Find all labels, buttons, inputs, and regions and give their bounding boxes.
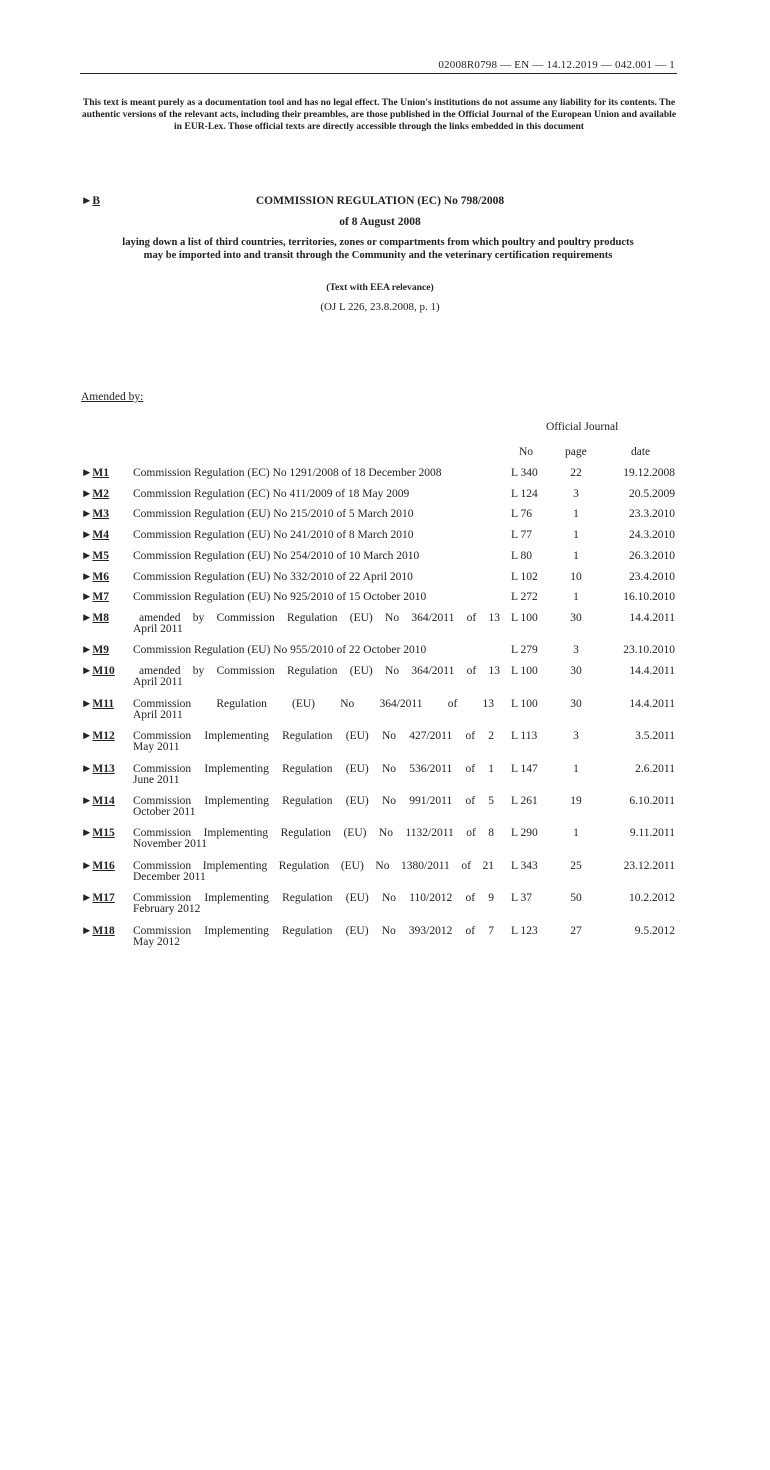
amending-act-line-1: Commission Regulation (EC) No 1291/2008 of 18 December 2008 [133,467,442,479]
marker-arrow-icon: ► [81,925,93,937]
amendment-marker[interactable] [81,572,109,583]
amending-act-line-1: Commission Implementing Regulation (EU) No 393/2012 of 7 [133,925,494,937]
amended-by-heading: Amended by: [81,391,144,403]
oj-page: 30 [570,665,582,677]
document-identifier: 02008R0798 — EN — 14.12.2019 — 042.001 — 1 [438,59,675,71]
oj-page: 10 [570,571,582,583]
oj-page: 1 [573,763,579,775]
amendment-marker[interactable] [81,731,115,742]
oj-page: 30 [570,612,582,624]
amendment-code-link[interactable]: M1 [92,467,109,479]
amending-act-text [133,572,494,583]
oj-date: 23.4.2010 [629,571,675,583]
amendment-marker[interactable] [81,666,115,677]
oj-number: L 113 [511,730,538,742]
amending-act-line-1: Commission Regulation (EU) No 241/2010 of 8 March 2010 [133,529,414,541]
marker-arrow-icon: ► [81,892,93,904]
oj-page: 25 [570,860,582,872]
oj-page: 27 [570,925,582,937]
oj-page: 3 [573,730,579,742]
oj-page: 1 [573,508,579,520]
column-header-page: page [565,446,587,458]
oj-number: L 100 [511,698,538,710]
oj-number: L 80 [511,550,532,562]
amendment-code-link[interactable]: M9 [92,644,109,656]
oj-date: 9.11.2011 [629,827,675,839]
marker-arrow-icon: ► [81,508,93,520]
amendment-marker[interactable] [81,468,109,479]
amending-act-line-2: April 2011 [133,709,183,721]
amendment-marker[interactable] [81,613,109,624]
regulation-title: COMMISSION REGULATION (EC) No 798/2008 [255,195,505,207]
oj-number: L 261 [511,795,538,807]
amending-act-line-1: Commission Regulation (EU) No 955/2010 of 22 October 2010 [133,644,427,656]
amending-act-line-1: Commission Implementing Regulation (EU) No 427/2011 of 2 [133,730,494,742]
marker-arrow-icon: ► [81,550,93,562]
oj-page: 1 [573,550,579,562]
amending-act-text [133,489,494,500]
marker-arrow-icon: ► [81,612,93,624]
amending-act-line-1: amended by Commission Regulation (EU) No 364/2011 of 13 [139,612,500,624]
amending-act-line-2: June 2011 [133,774,180,786]
marker-arrow-icon: ► [81,698,93,710]
amendment-marker[interactable] [81,926,115,937]
amending-act-text [133,861,494,883]
oj-date: 23.12.2011 [623,860,675,872]
oj-date: 16.10.2010 [623,591,675,603]
oj-number: L 102 [511,571,538,583]
amending-act-line-2: April 2011 [133,676,183,688]
amending-act-line-2: May 2012 [133,936,180,948]
oj-date: 23.10.2010 [623,644,675,656]
amendment-code-link[interactable]: M4 [92,529,109,541]
amendment-marker[interactable] [81,893,115,904]
amendment-marker[interactable] [81,699,114,710]
oj-date: 23.3.2010 [629,508,675,520]
amendment-marker[interactable] [81,551,109,562]
amending-act-text [133,530,494,541]
marker-arrow-icon: ► [81,860,93,872]
oj-date: 26.3.2010 [629,550,675,562]
marker-arrow-icon: ► [81,665,93,677]
amendment-code-link[interactable]: M8 [92,612,109,624]
oj-page: 30 [570,698,582,710]
marker-arrow-icon: ► [81,795,93,807]
amendment-code-link[interactable]: M3 [92,508,109,520]
amendment-code-link[interactable]: M14 [92,795,115,807]
oj-number: L 340 [511,467,538,479]
amending-act-line-2: February 2012 [133,903,201,915]
amendment-code-link[interactable]: M10 [92,665,115,677]
amending-act-line-1: Commission Implementing Regulation (EU) No 110/2012 of 9 [133,892,494,904]
amending-act-text [133,926,494,948]
amendment-code-link[interactable]: M6 [92,571,109,583]
amendment-code-link[interactable]: M18 [92,925,115,937]
oj-number: L 343 [511,860,538,872]
amending-act-text [133,893,494,915]
oj-page: 3 [573,488,579,500]
official-journal-reference: (OJ L 226, 23.8.2008, p. 1) [320,301,440,313]
amending-act-text [133,613,500,635]
amending-act-line-1: Commission Regulation (EU) No 925/2010 of 15 October 2010 [133,591,427,603]
amending-act-text [133,551,494,562]
oj-number: L 272 [511,591,538,603]
marker-arrow-icon: ► [81,827,93,839]
oj-date: 20.5.2009 [629,488,675,500]
amendment-code-link[interactable]: M7 [92,591,109,603]
amendment-marker[interactable] [81,861,115,872]
amending-act-line-1: Commission Implementing Regulation (EU) No 1380/2011 of 21 [133,860,494,872]
oj-number: L 77 [511,529,532,541]
oj-page: 50 [570,892,582,904]
amending-act-text [133,828,494,850]
column-header-no: No [519,446,534,458]
amending-act-line-1: Commission Regulation (EU) No 332/2010 of 22 April 2010 [133,571,413,583]
amendment-marker[interactable] [81,796,115,807]
oj-date: 6.10.2011 [629,795,675,807]
amending-act-text [133,645,494,656]
oj-number: L 123 [511,925,538,937]
amendment-code-link[interactable]: M12 [92,730,115,742]
amendment-marker[interactable] [81,764,115,775]
oj-date: 2.6.2011 [635,763,675,775]
amending-act-line-1: Commission Implementing Regulation (EU) No 1132/2011 of 8 [133,827,494,839]
marker-arrow-icon: ► [81,571,93,583]
official-journal-column-heading: Official Journal [546,421,619,433]
marker-arrow-icon: ► [81,730,93,742]
amending-act-line-2: May 2011 [133,741,180,753]
amending-act-line-1: Commission Regulation (EC) No 411/2009 of 18 May 2009 [133,488,410,500]
amendment-code-link[interactable]: M11 [92,698,115,710]
oj-date: 14.4.2011 [629,665,675,677]
oj-number: L 100 [511,612,538,624]
marker-arrow-icon: ► [81,591,93,603]
amending-act-text [133,796,494,818]
amendment-marker[interactable] [81,592,109,603]
oj-date: 24.3.2010 [629,529,675,541]
amending-act-line-2: October 2011 [133,806,196,818]
column-header-date: date [631,446,651,458]
marker-arrow-icon: ► [81,644,93,656]
amending-act-text [133,509,494,520]
marker-code-link[interactable]: B [92,195,101,207]
amendment-code-link[interactable]: M17 [92,892,115,904]
amending-act-line-1: Commission Regulation (EU) No 215/2010 of 5 March 2010 [133,508,414,520]
oj-page: 19 [570,795,582,807]
oj-number: L 76 [511,508,532,520]
eea-relevance-note: (Text with EEA relevance) [326,282,434,293]
amending-act-line-1: Commission Implementing Regulation (EU) No 536/2011 of 1 [133,763,494,775]
amending-act-line-2: April 2011 [133,623,183,635]
amendment-code-link[interactable]: M15 [92,827,115,839]
amending-act-text [133,731,494,753]
oj-date: 3.5.2011 [635,730,675,742]
oj-page: 3 [573,644,579,656]
regulation-subject: laying down a list of third countries, territories, zones or compartments from which poultry and poultry products may be imported into and transit through the Community and the veterinary certification requirements [122,237,634,261]
amendment-marker[interactable] [81,530,109,541]
oj-page: 1 [573,529,579,541]
oj-date: 10.2.2012 [629,892,675,904]
amending-act-line-1: amended by Commission Regulation (EU) No 364/2011 of 13 [139,665,500,677]
amendment-code-link[interactable]: M16 [92,860,115,872]
oj-number: L 279 [511,644,538,656]
amending-act-line-1: Commission Regulation (EU) No 364/2011 of 13 [133,698,494,710]
amendment-marker[interactable] [81,489,109,500]
amendment-marker[interactable] [81,828,115,839]
marker-arrow-icon: ► [81,763,93,775]
oj-page: 1 [573,591,579,603]
amending-act-text [133,699,494,721]
oj-date: 14.4.2011 [629,612,675,624]
amending-act-text [133,666,500,688]
oj-number: L 147 [511,763,538,775]
oj-number: L 124 [511,488,538,500]
amendment-marker[interactable] [81,509,109,520]
marker-arrow-icon: ► [81,195,93,207]
oj-date: 14.4.2011 [629,698,675,710]
marker-arrow-icon: ► [81,467,93,479]
marker-arrow-icon: ► [81,488,93,500]
oj-number: L 290 [511,827,538,839]
amendment-code-link[interactable]: M13 [92,763,115,775]
amendment-code-link[interactable]: M5 [92,550,109,562]
amending-act-text [133,468,494,479]
oj-page: 22 [570,467,582,479]
oj-number: L 100 [511,665,538,677]
amending-act-text [133,592,494,603]
oj-number: L 37 [511,892,532,904]
amendment-code-link[interactable]: M2 [92,488,109,500]
amending-act-line-1: Commission Regulation (EU) No 254/2010 of 10 March 2010 [133,550,420,562]
oj-page: 1 [573,827,579,839]
amending-act-text [133,764,494,786]
disclaimer-text: This text is meant purely as a documentation tool and has no legal effect. The Union's institutions do not assume any liability for its contents. The authentic versions of the relevant acts, including their preambles, are those published in the Official Journal of the European Union and available in EUR-Lex. Those official texts are directly accessible through the links embedded in this document [81,97,677,132]
regulation-date: of 8 August 2008 [339,216,421,228]
amending-act-line-1: Commission Implementing Regulation (EU) No 991/2011 of 5 [133,795,494,807]
oj-date: 9.5.2012 [634,925,675,937]
amending-act-line-2: November 2011 [133,838,207,850]
amending-act-line-2: December 2011 [133,871,206,883]
marker-arrow-icon: ► [81,529,93,541]
oj-date: 19.12.2008 [623,467,675,479]
amendment-marker[interactable] [81,645,109,656]
